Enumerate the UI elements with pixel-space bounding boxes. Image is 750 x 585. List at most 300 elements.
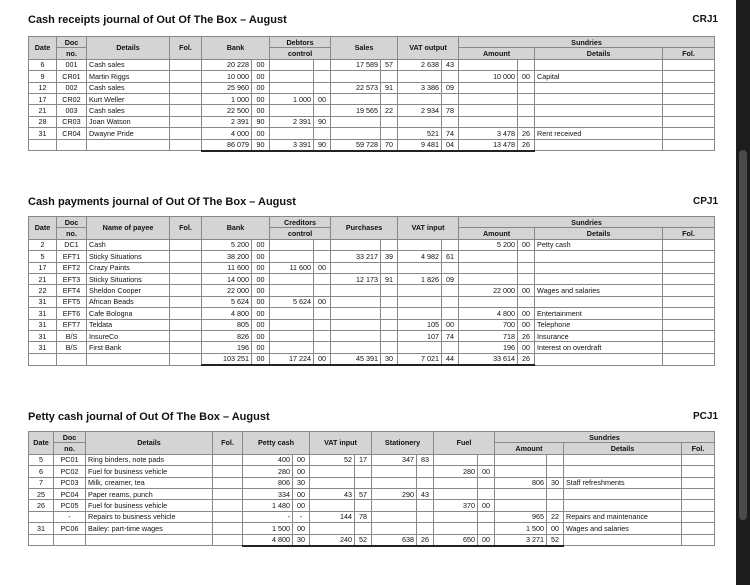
- details-cell: Joan Watson: [87, 116, 170, 127]
- date-cell: 26: [29, 500, 54, 511]
- sundry-cents-cell: 22: [547, 511, 564, 522]
- table-row: [29, 477, 715, 488]
- vat-cell: 52: [310, 454, 355, 465]
- sundry-fol-cell: [663, 285, 715, 296]
- sundry-cents-cell: 00: [547, 523, 564, 534]
- purchases-cell: [331, 330, 381, 341]
- bank-cents-cell: 00: [252, 296, 270, 307]
- creditors-cents-cell: [314, 273, 331, 284]
- pcj-h-fuel: Fuel: [434, 432, 495, 455]
- vat-cell: [398, 93, 442, 104]
- table-row: [29, 500, 715, 511]
- total-vat-cents-cell: 52: [355, 534, 372, 546]
- pcj-h-doc-no: no.: [54, 443, 86, 454]
- creditors-cell: [270, 308, 314, 319]
- creditors-cell: 11 600: [270, 262, 314, 273]
- total-sales-cell: 59 728: [331, 139, 381, 151]
- creditors-cents-cell: 00: [314, 296, 331, 307]
- sundry-details-cell: Repairs and maintenance: [564, 511, 682, 522]
- crj-h-doc-no: no.: [57, 48, 87, 59]
- doc-cell: CR04: [57, 128, 87, 139]
- purchases-cents-cell: [381, 285, 398, 296]
- sundry-cents-cell: [518, 105, 535, 116]
- vat-cents-cell: [355, 500, 372, 511]
- doc-cell: 003: [57, 105, 87, 116]
- stationery-cents-cell: [417, 477, 434, 488]
- petty-cash-cents-cell: -: [293, 511, 310, 522]
- bank-cents-cell: 00: [252, 319, 270, 330]
- vat-cents-cell: [442, 308, 459, 319]
- sundry-cents-cell: 00: [518, 342, 535, 353]
- purchases-cents-cell: [381, 308, 398, 319]
- purchases-cents-cell: [381, 239, 398, 250]
- stationery-cell: [372, 500, 417, 511]
- total-stationery-cents-cell: 26: [417, 534, 434, 546]
- date-cell: 21: [29, 273, 57, 284]
- stationery-cents-cell: [417, 511, 434, 522]
- sundry-details-cell: [564, 454, 682, 465]
- details-cell: Fuel for business vehicle: [86, 466, 213, 477]
- creditors-cents-cell: [314, 342, 331, 353]
- sundry-amount-cell: [495, 500, 547, 511]
- purchases-cell: [331, 285, 381, 296]
- cpj-h-vat: VAT input: [398, 217, 459, 240]
- fol-cell: [170, 93, 202, 104]
- purchases-cents-cell: [381, 319, 398, 330]
- vat-cell: [398, 308, 442, 319]
- sales-cell: [331, 116, 381, 127]
- fuel-cents-cell: [478, 523, 495, 534]
- total-sales-cents-cell: 70: [381, 139, 398, 151]
- doc-cell: DC1: [57, 239, 87, 250]
- sundry-cents-cell: [518, 93, 535, 104]
- cpj-h-doc-no: no.: [57, 228, 87, 239]
- doc-cell: B/S: [57, 330, 87, 341]
- sundry-amount-cell: 718: [459, 330, 518, 341]
- sundry-cents-cell: [547, 488, 564, 499]
- sundry-details-cell: Interest on overdraft: [535, 342, 663, 353]
- vat-cents-cell: [442, 262, 459, 273]
- pcj-h-doc: Doc: [54, 432, 86, 443]
- debtors-cents-cell: [314, 82, 331, 93]
- total-bank-cell: 103 251: [202, 353, 252, 365]
- vat-cell: 3 386: [398, 82, 442, 93]
- fol-cell: [170, 273, 202, 284]
- bank-cell: 1 000: [202, 93, 252, 104]
- petty-cash-cents-cell: 00: [293, 488, 310, 499]
- table-row: [29, 262, 715, 273]
- bank-cents-cell: 00: [252, 330, 270, 341]
- sundry-fol-cell: [663, 105, 715, 116]
- total-details-cell: [87, 139, 170, 151]
- details-cell: Cash sales: [87, 105, 170, 116]
- sundry-cents-cell: [518, 82, 535, 93]
- bank-cell: 10 000: [202, 71, 252, 82]
- vat-cell: 2 638: [398, 59, 442, 70]
- total-date-cell: [29, 139, 57, 151]
- sundry-amount-cell: [495, 454, 547, 465]
- fol-cell: [170, 128, 202, 139]
- total-vat-cell: 7 021: [398, 353, 442, 365]
- doc-cell: EFT3: [57, 273, 87, 284]
- bank-cents-cell: 00: [252, 82, 270, 93]
- pcj-h-fol: Fol.: [213, 432, 243, 455]
- date-cell: 22: [29, 285, 57, 296]
- total-bank-cents-cell: 90: [252, 139, 270, 151]
- sundry-amount-cell: 4 800: [459, 308, 518, 319]
- doc-cell: EFT5: [57, 296, 87, 307]
- payee-cell: Cash: [87, 239, 170, 250]
- sundry-cents-cell: 30: [547, 477, 564, 488]
- petty-cash-cents-cell: 00: [293, 454, 310, 465]
- vat-cents-cell: [442, 239, 459, 250]
- total-petty-cash-cell: 4 800: [243, 534, 293, 546]
- creditors-cell: [270, 319, 314, 330]
- total-bank-cell: 86 079: [202, 139, 252, 151]
- total-doc-cell: [54, 534, 86, 546]
- fol-cell: [213, 477, 243, 488]
- doc-cell: EFT1: [57, 251, 87, 262]
- payee-cell: Sticky Situations: [87, 251, 170, 262]
- scrollbar-thumb[interactable]: [739, 150, 747, 520]
- sundry-fol-cell: [682, 523, 715, 534]
- total-doc-cell: [57, 139, 87, 151]
- sales-cell: 17 589: [331, 59, 381, 70]
- bank-cell: 805: [202, 319, 252, 330]
- total-sundry-fol-cell: [682, 534, 715, 546]
- creditors-cell: [270, 342, 314, 353]
- date-cell: 9: [29, 71, 57, 82]
- vat-cents-cell: 61: [442, 251, 459, 262]
- total-sundry-amount-cell: 33 614: [459, 353, 518, 365]
- fol-cell: [170, 296, 202, 307]
- sundry-amount-cell: 700: [459, 319, 518, 330]
- bank-cents-cell: 00: [252, 105, 270, 116]
- creditors-cell: [270, 285, 314, 296]
- fuel-cell: 370: [434, 500, 478, 511]
- pcj-h-amount: Amount: [495, 443, 564, 454]
- vat-cents-cell: 74: [442, 330, 459, 341]
- table-row: [29, 239, 715, 250]
- sundry-cents-cell: 00: [518, 285, 535, 296]
- crj-h-details: Details: [87, 37, 170, 60]
- sundry-cents-cell: [518, 262, 535, 273]
- vat-cents-cell: 78: [442, 105, 459, 116]
- total-debtors-cell: 3 391: [270, 139, 314, 151]
- debtors-cell: 2 391: [270, 116, 314, 127]
- sales-cell: [331, 71, 381, 82]
- doc-cell: EFT7: [57, 319, 87, 330]
- crj-h-bank: Bank: [202, 37, 270, 60]
- sundry-fol-cell: [663, 93, 715, 104]
- doc-cell: PC05: [54, 500, 86, 511]
- total-sundry-details-cell: [564, 534, 682, 546]
- sundry-amount-cell: 3 478: [459, 128, 518, 139]
- total-sundry-amount-cell: 3 271: [495, 534, 547, 546]
- table-row: [29, 488, 715, 499]
- sundry-details-cell: Telephone: [535, 319, 663, 330]
- fol-cell: [170, 116, 202, 127]
- vat-cell: [310, 523, 355, 534]
- cpj-title: Cash payments journal of Out Of The Box – August: [28, 196, 296, 208]
- date-cell: [29, 511, 54, 522]
- cpj-h-creditors: Creditors: [270, 217, 331, 228]
- table-row: [29, 273, 715, 284]
- cpj-h-sundries: Sundries: [459, 217, 715, 228]
- total-details-cell: [86, 534, 213, 546]
- bank-cell: 2 391: [202, 116, 252, 127]
- vat-cents-cell: [442, 296, 459, 307]
- table-row: [29, 71, 715, 82]
- sales-cell: [331, 93, 381, 104]
- sundry-amount-cell: [459, 93, 518, 104]
- sundry-details-cell: Wages and salaries: [535, 285, 663, 296]
- petty-cash-cell: 806: [243, 477, 293, 488]
- cpj-h-bank: Bank: [202, 217, 270, 240]
- total-bank-cents-cell: 00: [252, 353, 270, 365]
- cpj-code: CPJ1: [692, 196, 718, 207]
- date-cell: 17: [29, 93, 57, 104]
- fol-cell: [213, 466, 243, 477]
- sundry-fol-cell: [663, 116, 715, 127]
- purchases-cell: [331, 308, 381, 319]
- crj-h-fol: Fol.: [170, 37, 202, 60]
- sales-cell: 19 565: [331, 105, 381, 116]
- table-row: [29, 128, 715, 139]
- bank-cell: 38 200: [202, 251, 252, 262]
- total-debtors-cents-cell: 90: [314, 139, 331, 151]
- sundry-details-cell: [535, 116, 663, 127]
- petty-cash-journal: [28, 411, 718, 571]
- crj-h-amount: Amount: [459, 48, 535, 59]
- bank-cell: 826: [202, 330, 252, 341]
- sundry-amount-cell: [459, 273, 518, 284]
- vertical-scrollbar[interactable]: [736, 0, 750, 585]
- sundry-cents-cell: [518, 59, 535, 70]
- sales-cents-cell: 22: [381, 105, 398, 116]
- pcj-code: PCJ1: [692, 411, 718, 422]
- table-row: [29, 285, 715, 296]
- vat-cents-cell: 57: [355, 488, 372, 499]
- sundry-details-cell: [535, 251, 663, 262]
- petty-cash-cell: 400: [243, 454, 293, 465]
- payee-cell: Teldata: [87, 319, 170, 330]
- sundry-cents-cell: [547, 466, 564, 477]
- sundry-fol-cell: [682, 466, 715, 477]
- purchases-cents-cell: 91: [381, 273, 398, 284]
- table-row: [29, 342, 715, 353]
- sundry-fol-cell: [663, 296, 715, 307]
- sundry-details-cell: [535, 296, 663, 307]
- fol-cell: [170, 59, 202, 70]
- stationery-cell: [372, 477, 417, 488]
- date-cell: 25: [29, 488, 54, 499]
- vat-cents-cell: [442, 285, 459, 296]
- fol-cell: [170, 308, 202, 319]
- sundry-amount-cell: [495, 488, 547, 499]
- bank-cell: 14 000: [202, 273, 252, 284]
- doc-cell: CR02: [57, 93, 87, 104]
- sundry-details-cell: Rent received: [535, 128, 663, 139]
- vat-cents-cell: [442, 93, 459, 104]
- bank-cents-cell: 00: [252, 71, 270, 82]
- sundry-cents-cell: [547, 454, 564, 465]
- sundry-amount-cell: [459, 59, 518, 70]
- pcj-h-sundry-details: Details: [564, 443, 682, 454]
- date-cell: 7: [29, 477, 54, 488]
- purchases-cents-cell: [381, 342, 398, 353]
- vat-cents-cell: 09: [442, 273, 459, 284]
- vat-cell: [310, 500, 355, 511]
- purchases-cell: [331, 296, 381, 307]
- bank-cents-cell: 00: [252, 285, 270, 296]
- sundry-cents-cell: [518, 296, 535, 307]
- cpj-h-creditors-control: control: [270, 228, 331, 239]
- fuel-cents-cell: [478, 454, 495, 465]
- total-sundry-cents-cell: 52: [547, 534, 564, 546]
- total-purchases-cents-cell: 30: [381, 353, 398, 365]
- sundry-details-cell: Capital: [535, 71, 663, 82]
- sundry-amount-cell: 196: [459, 342, 518, 353]
- fol-cell: [170, 330, 202, 341]
- vat-cell: [398, 116, 442, 127]
- debtors-cents-cell: [314, 71, 331, 82]
- doc-cell: PC06: [54, 523, 86, 534]
- debtors-cents-cell: 90: [314, 116, 331, 127]
- crj-h-sundry-details: Details: [535, 48, 663, 59]
- table-row: [29, 511, 715, 522]
- cpj-h-sundry-details: Details: [535, 228, 663, 239]
- sundry-details-cell: Wages and salaries: [564, 523, 682, 534]
- crj-h-sundries: Sundries: [459, 37, 715, 48]
- debtors-cell: [270, 71, 314, 82]
- debtors-cents-cell: 00: [314, 93, 331, 104]
- bank-cell: 25 960: [202, 82, 252, 93]
- bank-cents-cell: 00: [252, 273, 270, 284]
- doc-cell: -: [54, 511, 86, 522]
- total-row: [29, 139, 715, 151]
- details-cell: Repairs to business vehicle: [86, 511, 213, 522]
- crj-h-vat: VAT output: [398, 37, 459, 60]
- sundry-amount-cell: [459, 296, 518, 307]
- details-cell: Milk, creamer, tea: [86, 477, 213, 488]
- total-sundry-details-cell: [535, 353, 663, 365]
- vat-cell: [398, 262, 442, 273]
- bank-cents-cell: 00: [252, 251, 270, 262]
- table-row: [29, 116, 715, 127]
- sundry-fol-cell: [682, 500, 715, 511]
- sundry-fol-cell: [682, 477, 715, 488]
- doc-cell: 002: [57, 82, 87, 93]
- sundry-details-cell: [535, 273, 663, 284]
- vat-cell: [310, 477, 355, 488]
- creditors-cell: [270, 330, 314, 341]
- pcj-table: [28, 431, 715, 547]
- vat-cents-cell: [355, 477, 372, 488]
- bank-cents-cell: 00: [252, 239, 270, 250]
- petty-cash-cell: 280: [243, 466, 293, 477]
- date-cell: 6: [29, 466, 54, 477]
- total-sundry-fol-cell: [663, 139, 715, 151]
- fol-cell: [170, 285, 202, 296]
- vat-cents-cell: [355, 466, 372, 477]
- table-row: [29, 466, 715, 477]
- vat-cell: [398, 285, 442, 296]
- details-cell: Fuel for business vehicle: [86, 500, 213, 511]
- doc-cell: PC01: [54, 454, 86, 465]
- debtors-cell: 1 000: [270, 93, 314, 104]
- sundry-cents-cell: [547, 500, 564, 511]
- sales-cents-cell: [381, 128, 398, 139]
- sundry-cents-cell: [518, 116, 535, 127]
- details-cell: Ring binders, note pads: [86, 454, 213, 465]
- sundry-cents-cell: [518, 273, 535, 284]
- date-cell: 31: [29, 523, 54, 534]
- total-row: [29, 534, 715, 546]
- payee-cell: Cafe Bologna: [87, 308, 170, 319]
- sundry-amount-cell: 965: [495, 511, 547, 522]
- crj-code: CRJ1: [692, 14, 718, 25]
- vat-cell: [398, 342, 442, 353]
- doc-cell: EFT4: [57, 285, 87, 296]
- petty-cash-cell: 1 480: [243, 500, 293, 511]
- bank-cell: 20 228: [202, 59, 252, 70]
- bank-cents-cell: 00: [252, 59, 270, 70]
- creditors-cents-cell: [314, 330, 331, 341]
- table-row: [29, 296, 715, 307]
- petty-cash-cell: 334: [243, 488, 293, 499]
- fol-cell: [170, 82, 202, 93]
- bank-cents-cell: 90: [252, 116, 270, 127]
- cpj-table: [28, 216, 715, 366]
- stationery-cents-cell: [417, 523, 434, 534]
- sundry-details-cell: [535, 59, 663, 70]
- doc-cell: CR01: [57, 71, 87, 82]
- bank-cents-cell: 00: [252, 308, 270, 319]
- sundry-amount-cell: [459, 262, 518, 273]
- cpj-h-payee: Name of payee: [87, 217, 170, 240]
- sundry-fol-cell: [663, 59, 715, 70]
- creditors-cell: [270, 251, 314, 262]
- bank-cents-cell: 00: [252, 93, 270, 104]
- date-cell: 31: [29, 308, 57, 319]
- total-fuel-cell: 650: [434, 534, 478, 546]
- pcj-h-stationery: Stationery: [372, 432, 434, 455]
- total-fol-cell: [213, 534, 243, 546]
- vat-cents-cell: 43: [442, 59, 459, 70]
- crj-h-debtors-control: control: [270, 48, 331, 59]
- vat-cell: 144: [310, 511, 355, 522]
- vat-cents-cell: [442, 116, 459, 127]
- stationery-cell: 290: [372, 488, 417, 499]
- total-sundry-details-cell: [535, 139, 663, 151]
- petty-cash-cents-cell: 30: [293, 477, 310, 488]
- sundry-fol-cell: [663, 330, 715, 341]
- sundry-fol-cell: [663, 273, 715, 284]
- payee-cell: African Beads: [87, 296, 170, 307]
- fuel-cell: [434, 511, 478, 522]
- sundry-fol-cell: [663, 308, 715, 319]
- total-creditors-cents-cell: 00: [314, 353, 331, 365]
- vat-cents-cell: [442, 71, 459, 82]
- creditors-cents-cell: 00: [314, 262, 331, 273]
- debtors-cents-cell: [314, 128, 331, 139]
- vat-cell: [398, 239, 442, 250]
- purchases-cell: [331, 239, 381, 250]
- creditors-cents-cell: [314, 319, 331, 330]
- crj-table: [28, 36, 715, 152]
- sundry-amount-cell: [459, 82, 518, 93]
